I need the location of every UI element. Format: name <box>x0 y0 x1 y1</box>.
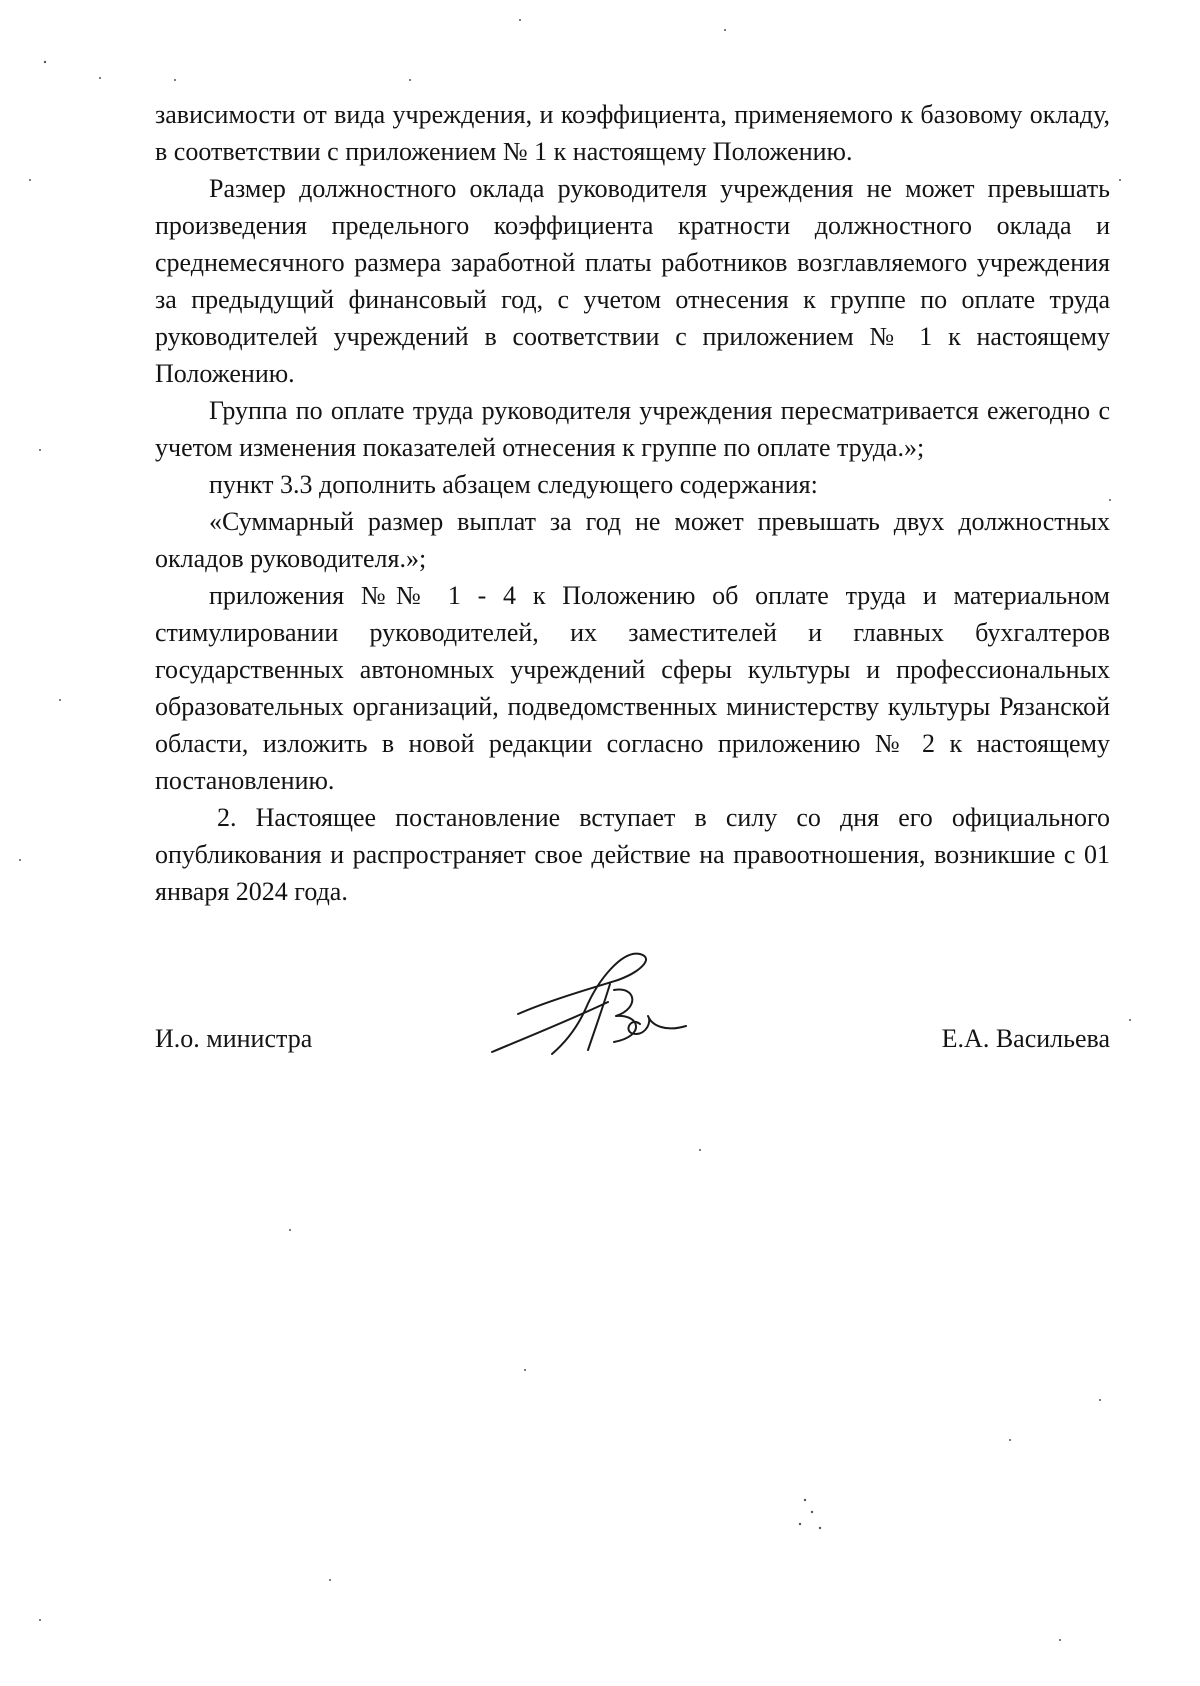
paragraph-salary-limit: Размер должностного оклада руководителя учреждения не может превышать произведения предельного коэффициента кратности должностного оклада и среднемесячного размера заработной платы работников возглавляемого учреждения за предыдущий финансовый год, с учетом отнесения к группе по оплате труда руководителей учреждений в соответствии с приложением № 1 к настоящему Положению. <box>155 174 1110 388</box>
paragraph-appendices: приложения №№ 1 - 4 к Положению об оплате труда и материальном стимулировании руководителей, их заместителей и главных бухгалтеров государственных автономных учреждений сферы культуры и профессиональных образовательных организаций, подведомственных министерству культуры Рязанской области, изложить в новой редакции согласно приложению № 2 к настоящему постановлению. <box>155 581 1110 795</box>
paragraph-group-review: Группа по оплате труда руководителя учреждения пересматривается ежегодно с учетом изменения показателей отнесения к группе по оплате труда.»; <box>155 396 1110 462</box>
position-title: И.о. министра <box>155 1024 313 1053</box>
document-body <box>155 96 1110 910</box>
paragraph-continuation: зависимости от вида учреждения, и коэффициента, применяемого к базовому окладу, в соответствии с приложением № 1 к настоящему Положению. <box>155 100 1110 166</box>
signatory-name: Е.А. Васильева <box>941 1024 1110 1053</box>
paragraph-effective-date: 2. Настоящее постановление вступает в силу со дня его официального опубликования и распространяет свое действие на правоотношения, возникшие с 01 января 2024 года. <box>155 803 1110 906</box>
signature-block <box>155 1008 1110 1068</box>
paragraph-clause-3-3: пункт 3.3 дополнить абзацем следующего содержания: <box>209 470 818 499</box>
paragraph-clause-3-3-text: «Суммарный размер выплат за год не может превышать двух должностных окладов руководителя.»; <box>155 507 1110 573</box>
